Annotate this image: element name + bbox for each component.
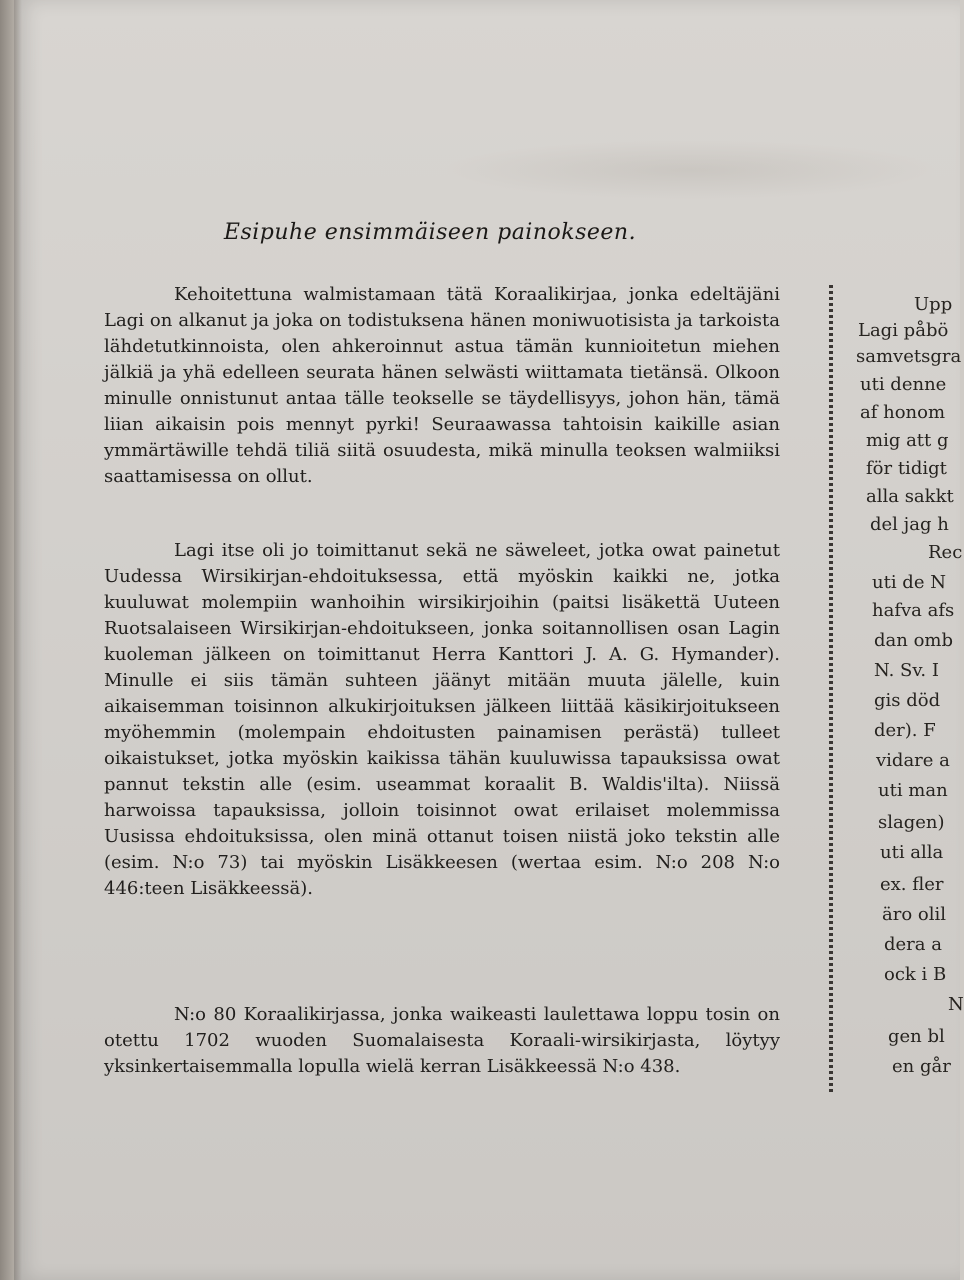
fragment-line: för tidigt <box>866 458 947 479</box>
fragment-line: ex. fler <box>880 874 944 895</box>
fragment-line: vidare a <box>876 750 950 771</box>
fragment-line: N <box>948 994 964 1015</box>
fragment-line: Upp <box>914 294 953 315</box>
paragraph-1: Kehoitettuna walmistamaan tätä Koraalikirjaa, jonka edeltäjäni Lagi on alkanut ja joka on todistuksena hänen moniwuotisista ja tarkoista lähdetutkinnoista, olen ahkeroinnut astua tämän kunnioitetun miehen jälkiä ja yhä edelleen seurata hänen selwästi wiittamata tietänsä. Olkoon minulle onnistunut antaa tälle teokselle se täydellisyys, johon hän, tämä liian aikaisin pois mennyt pyrki! Seuraawassa tahtoisin kaikille asian ymmärtäwille tehdä tiliä siitä osuudesta, mikä minulla teoksen walmiiksi saattamisessa on ollut. <box>104 284 780 487</box>
column-divider <box>829 285 833 1095</box>
fragment-line: gen bl <box>888 1026 945 1047</box>
fragment-line: samvetsgra <box>856 346 962 367</box>
fragment-line: af honom <box>860 402 946 423</box>
fragment-line: Rec <box>928 542 963 563</box>
paragraph-3: N:o 80 Koraalikirjassa, jonka waikeasti laulettawa loppu tosin on otettu 1702 wuoden Suomalaisesta Koraali-wirsikirjasta, löytyy yksinkertaisemmalla lopulla wielä kerran Lisäkkeessä N:o 438. <box>104 1004 780 1077</box>
fragment-line: N. Sv. I <box>874 660 939 681</box>
fragment-line: slagen) <box>878 812 945 833</box>
finnish-text-column <box>80 200 780 1120</box>
fragment-line: der). F <box>874 720 936 741</box>
fragment-line: en går <box>892 1056 951 1077</box>
fragment-line: hafva afs <box>872 600 955 621</box>
fragment-line: mig att g <box>866 430 949 451</box>
fragment-line: dera a <box>884 934 942 955</box>
fragment-line: alla sakkt <box>866 486 954 507</box>
fragment-line: ock i B <box>884 964 947 985</box>
fragment-line: äro olil <box>882 904 947 925</box>
fragment-line: uti man <box>878 780 948 801</box>
paragraph-2: Lagi itse oli jo toimittanut sekä ne säweleet, jotka owat painetut Uudessa Wirsikirjan-ehdoituksessa, että myöskin kaikki ne, jotka kuuluwat molempiin wanhoihin wirsikirjoihin (paitsi lisäkettä Uuteen Ruotsalaiseen Wirsikirjan-ehdoitukseen, jonka soitannollisen osan Lagin kuoleman jälkeen on toimittanut Herra Kanttori J. A. G. Hymander). Minulle ei siis tämän suhteen jäänyt mitään muuta jälelle, kuin aikaisemman toisinnon alkukirjoituksen jälkeen liittää käsikirjoitukseen myöhemmin (molempain ehdoitusten painamisen perästä) tulleet oikaistukset, jotka myöskin kaikissa tähän kuuluwissa tapauksissa owat pannut tekstin alle (esim. useammat koraalit B. Waldis'ilta). Niissä harwoissa tapauksissa, jolloin toisinnot owat erilaiset molemmissa Uusissa ehdoituksissa, olen minä ottanut toisen niistä joko tekstin alle (esim. N:o 73) tai myöskin Lisäkkeesen (wertaa esim. N:o 208 N:o 446:teen Lisäkkeessä). <box>104 540 780 899</box>
fragment-line: del jag h <box>870 514 949 535</box>
page-heading: Esipuhe ensimmäiseen painokseen. <box>223 220 637 245</box>
fragment-line: uti de N <box>872 572 946 593</box>
swedish-text-column-fragment <box>852 286 964 1106</box>
fragment-line: dan omb <box>874 630 953 651</box>
fragment-line: uti alla <box>880 842 944 863</box>
fragment-line: uti denne <box>860 374 947 395</box>
fragment-line: gis död <box>874 690 941 711</box>
bleed-through-shadow <box>440 140 940 200</box>
page-crease <box>14 0 22 1280</box>
fragment-line: Lagi påbö <box>858 320 949 341</box>
